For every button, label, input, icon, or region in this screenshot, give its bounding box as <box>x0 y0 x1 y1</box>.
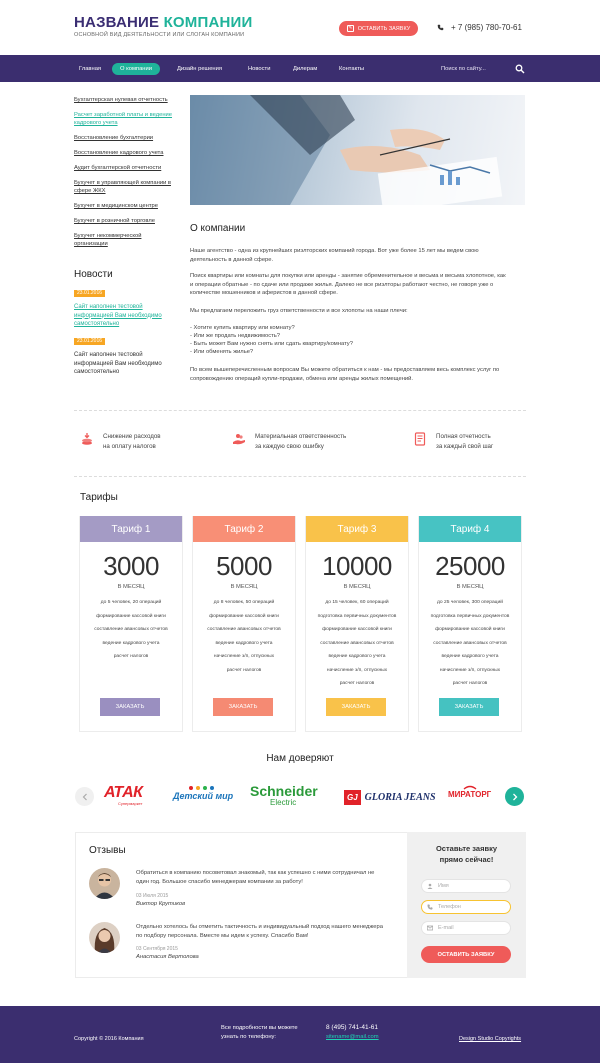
nav-item-home[interactable]: Главная <box>79 66 102 72</box>
divider <box>74 410 526 411</box>
company-name-part2: КОМПАНИИ <box>163 14 253 31</box>
tariff-feature: до 5 человек, 20 операций <box>100 600 162 605</box>
about-list-item: - Или обменять жилье? <box>190 349 254 355</box>
review-text: Отдельно хотелось бы отметить тактичность и индивидуальный подход нашего менеджера по подбору персонала. Вместе мы идем к успеху. Спасибо Вам! <box>136 924 383 939</box>
news-date: 23.01.2016 <box>74 338 105 345</box>
tariff-card <box>418 516 522 732</box>
tariff-feature: составление авансовых отчетов <box>94 627 168 632</box>
tariff-feature: формирование кассовой книги <box>209 613 279 619</box>
feature-line: Снижение расходов <box>103 433 161 440</box>
nav-item-news[interactable]: Новости <box>248 66 271 72</box>
tariff-feature: составление авансовых отчетов <box>207 627 281 632</box>
feature-line: за каждую свою ошибку <box>255 443 324 450</box>
tariff-feature: начисление з/п, отпускных <box>213 654 275 659</box>
carousel-next-button[interactable] <box>505 787 524 806</box>
name-field[interactable] <box>421 879 511 893</box>
reviewer-photo <box>89 922 120 953</box>
search-input[interactable] <box>441 63 511 75</box>
client-logo-detsky-mir[interactable] <box>173 785 233 809</box>
feature-line: на оплату налогов <box>103 443 156 450</box>
tariff-name: Тариф 1 <box>80 516 182 542</box>
client-logo-schneider[interactable] <box>250 785 318 809</box>
atak-logo-text: АТАК <box>104 784 143 801</box>
tariff-feature: расчет налогов <box>113 654 149 659</box>
chevron-left-icon <box>82 793 88 801</box>
sidebar-link[interactable]: Бухгалтерская нулевая отчетность <box>74 97 168 103</box>
form-title-line: Оставьте заявку <box>435 844 498 853</box>
news-title: Новости <box>74 269 113 280</box>
tariff-feature: ведение кадрового учета <box>102 640 160 646</box>
tariff-price: 25000 <box>435 551 505 581</box>
sidebar-link-active[interactable]: Расчет заработной платы и ведение кадрового учета <box>74 112 173 126</box>
company-name[interactable] <box>74 14 253 31</box>
request-button-label: ОСТАВИТЬ ЗАЯВКУ <box>357 25 411 32</box>
reviews-title: Отзывы <box>89 845 126 856</box>
news-item-text[interactable]: Сайт наполнен тестовой информацией Вам необходимо самостоятельно <box>74 352 162 375</box>
about-list-item: - Или же продать недвижимость? <box>190 333 280 339</box>
phone-icon <box>427 904 433 910</box>
search-icon[interactable] <box>515 64 525 74</box>
header-phone[interactable] <box>437 23 522 32</box>
tariff-feature: формирование кассовой книги <box>322 627 392 632</box>
about-list-item: - Быть может Вам нужно снять или сдать квартиру/комнату? <box>190 341 353 347</box>
about-list-item: - Хотите купить квартиру или комнату? <box>190 325 295 331</box>
about-paragraph: Мы предлагаем переложить груз ответственности и все хлопоты на наши плечи: <box>190 308 408 314</box>
email-field[interactable] <box>421 921 511 935</box>
nav-item-design[interactable]: Дизайн решения <box>177 66 222 72</box>
about-paragraph: По всем вышеперечисленным вопросам Вы можете обратиться к нам - мы предоставляем весь комплекс услуг по сопровождению операций купли-продажи, обмена или аренды жилых помещений. <box>190 367 500 382</box>
tariff-feature: ведение кадрового учета <box>215 640 273 646</box>
footer-phone[interactable]: 8 (495) 741-41-61 <box>326 1024 379 1031</box>
about-title: О компании <box>190 223 246 234</box>
tariff-period: В МЕСЯЦ <box>343 584 371 590</box>
sidebar-link[interactable]: Бухучет в медицинском центре <box>74 203 158 209</box>
tariff-feature: начисление з/п, отпускных <box>326 667 388 673</box>
about-paragraph: Поиск квартиры или комнаты для покупки или аренды - занятие обременительное и весьма и весьма хлопотное, как и операции обратные - по сдаче или продаже жилья. Далеко не все риэлторы работают честно, не говоря уже о количестве мошенников и аферистов в данной сфере. <box>190 273 506 296</box>
sidebar-link[interactable]: Аудит бухгалтерской отчетности <box>74 165 162 171</box>
atak-logo-sub: Супермаркет <box>118 801 143 806</box>
tariff-feature: до 15 человек, 60 операций <box>325 600 389 605</box>
design-studio-link[interactable]: Design Studio Copyrights <box>459 1036 522 1042</box>
tariff-feature: формирование кассовой книги <box>435 627 505 632</box>
clients-title: Нам доверяют <box>266 753 334 764</box>
tariff-name: Тариф 4 <box>419 516 521 542</box>
footer-more-line: Все подробности вы можете <box>221 1025 298 1031</box>
submit-request-button[interactable]: ОСТАВИТЬ ЗАЯВКУ <box>421 946 511 963</box>
tariff-feature: подготовка первичных документов <box>317 613 397 619</box>
feature-line: за каждый свой шаг <box>436 443 494 450</box>
about-paragraph: Наше агентство - одна из крупнейших риэлторских компаний города. Вот уже более 15 лет мы ведем свою деятельность в данной сфере. <box>190 248 479 263</box>
divider <box>74 476 526 477</box>
tariff-name: Тариф 2 <box>193 516 295 542</box>
tariffs-title: Тарифы <box>80 492 118 503</box>
tariff-feature: до 8 человек, 50 операций <box>213 600 275 605</box>
phone-field[interactable] <box>421 900 511 914</box>
tariff-feature: составление авансовых отчетов <box>320 640 394 646</box>
reviewer-photo <box>89 868 120 899</box>
tariff-feature: составление авансовых отчетов <box>433 640 507 646</box>
edit-icon: ✎ <box>348 25 353 31</box>
request-button[interactable] <box>339 21 418 36</box>
order-button[interactable]: ЗАКАЗАТЬ <box>213 698 273 716</box>
tariff-card <box>192 516 296 732</box>
gj-logo-mark: GJ <box>344 790 361 805</box>
tariff-card <box>79 516 183 732</box>
client-logo-miratorg[interactable] <box>448 785 491 809</box>
site-footer <box>0 1006 600 1063</box>
review-text: Обратиться в компанию посоветовал знакомый, так как успешно с ними сотрудничал не один год. Большое спасибо менеджерам компании за работу! <box>136 870 375 885</box>
feature-line: Полная отчетность <box>436 433 491 440</box>
news-item-text[interactable]: Сайт наполнен тестовой информацией Вам необходимо самостоятельно <box>74 304 162 327</box>
tariff-price: 3000 <box>103 551 159 581</box>
sidebar-link[interactable]: Восстановление кадрового учета <box>74 150 164 156</box>
tariff-period: В МЕСЯЦ <box>456 584 484 590</box>
tariff-price: 5000 <box>216 551 272 581</box>
review-date: 03 Июля 2015 <box>136 893 169 899</box>
mail-icon <box>427 925 433 931</box>
services-sidebar <box>74 96 174 255</box>
tariff-feature: расчет налогов <box>339 681 375 686</box>
feature-item <box>232 432 346 452</box>
footer-more-info <box>221 1024 298 1042</box>
copyright: Copyright © 2016 Компания <box>74 1036 144 1042</box>
sidebar-link[interactable]: Бухучет некоммерческой организации <box>74 233 142 247</box>
tariff-feature: расчет налогов <box>226 667 262 673</box>
tariff-feature: ведение кадрового учета <box>441 654 499 659</box>
review-author: Анастасия Вертолова <box>136 954 199 960</box>
news-date: 23.01.2016 <box>74 290 105 297</box>
tariff-card <box>305 516 409 732</box>
feature-item <box>80 432 161 452</box>
footer-email-link[interactable]: sitename@mail.com <box>326 1034 379 1040</box>
phone-icon <box>437 24 444 31</box>
gloria-logo-text: GLORIA JEANS <box>364 791 436 803</box>
order-button[interactable]: ЗАКАЗАТЬ <box>326 698 386 716</box>
nav-item-dealers[interactable]: Дилерам <box>293 66 318 72</box>
review-author: Виктор Крутиков <box>136 901 186 907</box>
report-icon <box>413 432 427 446</box>
sidebar-link[interactable]: Восстановление бухгалтерии <box>74 135 154 141</box>
tariff-feature: ведение кадрового учета <box>328 654 386 659</box>
avatar <box>89 922 120 953</box>
tariff-price: 10000 <box>322 551 392 581</box>
miratorg-logo-text: МИРАТОРГ <box>448 790 492 799</box>
form-title-line: прямо сейчас! <box>439 855 494 864</box>
feature-item <box>413 432 493 452</box>
site-header <box>0 0 600 55</box>
review-date: 03 Сентября 2015 <box>136 946 178 952</box>
feature-line: Материальная ответственность <box>255 433 347 440</box>
hero-image <box>190 95 525 205</box>
sidebar-link[interactable]: Бухучет в розничной торговле <box>74 218 155 224</box>
nav-item-about[interactable]: О компании <box>112 63 160 75</box>
footer-more-line: узнать по телефону: <box>221 1034 277 1040</box>
tariff-period: В МЕСЯЦ <box>230 584 258 590</box>
hand-coins-icon <box>232 432 246 446</box>
header-phone-number: + 7 (985) 780-70-61 <box>451 23 522 32</box>
tariff-feature: подготовка первичных документов <box>430 613 510 619</box>
user-icon <box>427 883 433 889</box>
company-slogan: ОСНОВНОЙ ВИД ДЕЯТЕЛЬНОСТИ ИЛИ СЛОГАН КОМПАНИИ <box>74 32 245 38</box>
sidebar-link[interactable]: Бухучет в управляющей компании в сфере ЖКХ <box>74 180 171 194</box>
tariff-feature: расчет налогов <box>452 681 488 686</box>
chevron-right-icon <box>512 793 518 801</box>
schneider-logo-sub: Electric <box>270 798 297 807</box>
tariff-feature: формирование кассовой книги <box>96 613 166 619</box>
tariff-name: Тариф 3 <box>306 516 408 542</box>
main-nav <box>0 55 600 82</box>
client-logo-atak[interactable] <box>104 785 143 809</box>
order-button[interactable]: ЗАКАЗАТЬ <box>439 698 499 716</box>
tariff-feature: до 25 человек, 300 операций <box>437 600 503 605</box>
avatar <box>89 868 120 899</box>
nav-item-contacts[interactable]: Контакты <box>339 66 365 72</box>
tariff-period: В МЕСЯЦ <box>117 584 145 590</box>
request-form-title <box>407 843 526 865</box>
detsky-logo-text: Детский мир <box>173 791 234 801</box>
hero-photo <box>190 95 525 205</box>
client-logo-gloria-jeans[interactable] <box>344 785 436 809</box>
company-name-part1: НАЗВАНИЕ <box>74 14 164 31</box>
coins-icon <box>80 432 94 446</box>
tariff-feature: начисление з/п, отпускных <box>439 667 501 673</box>
schneider-logo-text: Schneider <box>250 783 318 799</box>
order-button[interactable]: ЗАКАЗАТЬ <box>100 698 160 716</box>
carousel-prev-button[interactable] <box>75 787 94 806</box>
